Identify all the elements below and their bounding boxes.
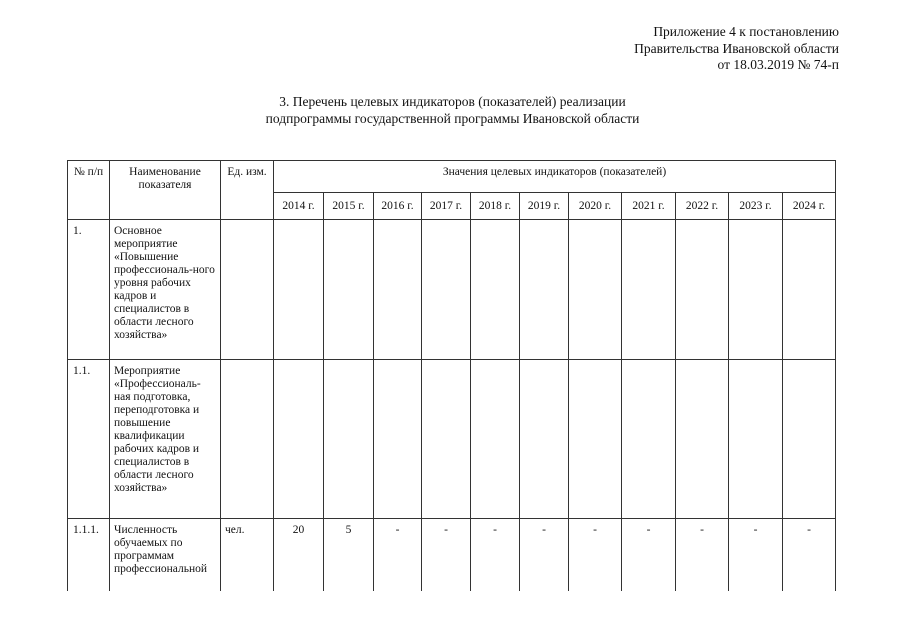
indicator-name: Основное мероприятие «Повышение профессиональ-ного уровня рабочих кадров и специалистов в области лесного хозяйства»: [110, 220, 221, 360]
value-cell: [324, 360, 374, 519]
indicators-table: [67, 160, 836, 591]
indicator-unit: [221, 360, 274, 519]
value-cell: [274, 360, 324, 519]
value-cell: -: [676, 519, 729, 592]
col-header-values: Значения целевых индикаторов (показателей): [274, 161, 836, 193]
table-row: [68, 220, 836, 360]
indicator-name: Мероприятие «Профессиональ-ная подготовка, переподготовка и повышение квалификации рабочих кадров и специалистов в области лесного хозяйства»: [110, 360, 221, 519]
value-cell: [422, 220, 471, 360]
year-header: 2022 г.: [676, 193, 729, 220]
value-cell: [471, 220, 520, 360]
col-header-unit: Ед. изм.: [221, 161, 274, 220]
value-cell: [783, 220, 836, 360]
value-cell: [520, 360, 569, 519]
year-header: 2024 г.: [783, 193, 836, 220]
value-cell: -: [471, 519, 520, 592]
col-header-num: № п/п: [68, 161, 110, 220]
value-cell: [729, 360, 783, 519]
header-line-2: Правительства Ивановской области: [634, 40, 839, 56]
header-line-1: Приложение 4 к постановлению: [653, 24, 839, 39]
title-line-1: 3. Перечень целевых индикаторов (показателей) реализации: [279, 94, 626, 109]
table-header-row: [68, 161, 836, 193]
value-cell: [422, 360, 471, 519]
year-header: 2021 г.: [622, 193, 676, 220]
header-line-3: от 18.03.2019 № 74-п: [717, 57, 839, 72]
table-row: [68, 360, 836, 519]
value-cell: -: [783, 519, 836, 592]
year-header: 2015 г.: [324, 193, 374, 220]
value-cell: [622, 360, 676, 519]
value-cell: -: [422, 519, 471, 592]
row-number: 1.1.1.: [68, 519, 110, 592]
document-header: [634, 24, 839, 74]
value-cell: [274, 220, 324, 360]
value-cell: [569, 220, 622, 360]
col-header-name: Наименование показателя: [110, 161, 221, 220]
value-cell: [520, 220, 569, 360]
indicator-name: Численность обучаемых по программам профессиональной: [110, 519, 221, 592]
value-cell: [676, 220, 729, 360]
value-cell: 5: [324, 519, 374, 592]
year-header: 2016 г.: [374, 193, 422, 220]
value-cell: -: [569, 519, 622, 592]
value-cell: -: [374, 519, 422, 592]
year-header: 2018 г.: [471, 193, 520, 220]
indicator-unit: чел.: [221, 519, 274, 592]
row-number: 1.: [68, 220, 110, 360]
table-row: [68, 519, 836, 592]
value-cell: [622, 220, 676, 360]
title-line-2: подпрограммы государственной программы Ивановской области: [265, 110, 640, 126]
value-cell: [374, 360, 422, 519]
year-header: 2020 г.: [569, 193, 622, 220]
year-header: 2017 г.: [422, 193, 471, 220]
value-cell: [676, 360, 729, 519]
year-header: 2023 г.: [729, 193, 783, 220]
row-number: 1.1.: [68, 360, 110, 519]
value-cell: -: [520, 519, 569, 592]
value-cell: -: [622, 519, 676, 592]
value-cell: [569, 360, 622, 519]
value-cell: [729, 220, 783, 360]
value-cell: [471, 360, 520, 519]
value-cell: [374, 220, 422, 360]
value-cell: 20: [274, 519, 324, 592]
document-title: [0, 94, 905, 127]
indicator-unit: [221, 220, 274, 360]
value-cell: -: [729, 519, 783, 592]
year-header: 2014 г.: [274, 193, 324, 220]
value-cell: [324, 220, 374, 360]
year-header: 2019 г.: [520, 193, 569, 220]
value-cell: [783, 360, 836, 519]
